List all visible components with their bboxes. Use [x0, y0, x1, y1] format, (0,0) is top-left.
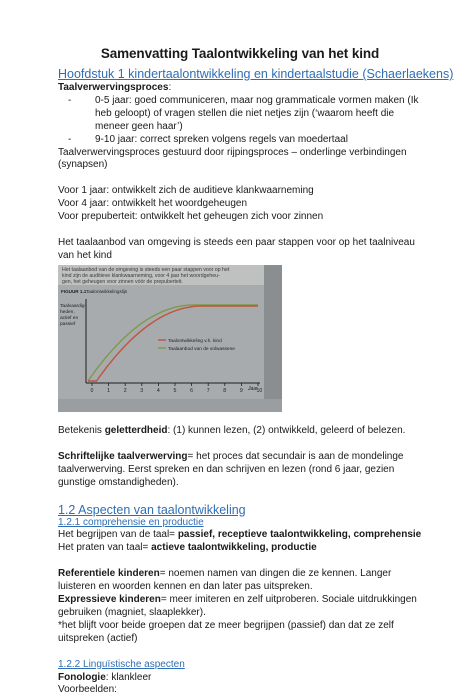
comprehension-line [58, 529, 422, 542]
x-tick-label: 8 [223, 387, 227, 394]
subsection-heading-1-2-2[interactable]: 1.2.2 Linguïstische aspecten [58, 658, 185, 670]
age-line: Voor prepuberteit: ontwikkelt het geheugen zich voor zinnen [58, 211, 324, 223]
x-tick-label: 0 [90, 387, 94, 394]
age-line: Voor 4 jaar: ontwikkelt het woordgeheugen [58, 198, 248, 210]
production-prefix: Het praten van taal= [58, 542, 152, 554]
note-paragraph: *het blijft voor beide groepen dat ze meer begrijpen (passief) dan dat ze zelf uitspreken (actief) [58, 619, 394, 644]
referentiele-term: Referentiele kinderen [58, 568, 160, 580]
overlay-text-line: kind zijn de auditieve klankwaarneming, voor 4 jaar het woordgeheu- [62, 272, 220, 279]
x-tick-label: 3 [140, 387, 144, 394]
referentiele-paragraph [58, 568, 422, 594]
geletterdheid-prefix: Betekenis [58, 424, 105, 436]
fonologie-text: : klankleer [105, 671, 152, 683]
legend-child-label: Taalontwikkeling v.h. kind [168, 338, 222, 344]
age-list [68, 95, 422, 147]
photo-edge [58, 399, 282, 412]
schriftelijk-line [58, 451, 422, 490]
section-label-term: Taalverwervingsproces [58, 82, 169, 93]
figure-caption-title: Taalontwikkelingslijn [86, 288, 128, 294]
list-item-text: 0-5 jaar: goed communiceren, maar nog grammaticale vormen maken (Ik heb geloopt) of vragen stellen die niet netjes zijn (‘waarom heeft die meneer geen haar’) [95, 94, 419, 132]
document-title: Samenvatting Taalontwikkeling van het kind [100, 46, 380, 61]
section-heading-1-2[interactable]: 1.2 Aspecten van taalontwikkeling [58, 502, 246, 517]
voorbeelden-line: Voorbeelden: [58, 684, 117, 696]
chapter-heading[interactable]: Hoofdstuk 1 kindertaalontwikkeling en kindertaalstudie (Schaerlaekens) [58, 67, 454, 81]
dash-bullet: - [68, 94, 72, 106]
geletterdheid-term: geletterdheid [104, 424, 168, 436]
y-label-line: actief en [60, 315, 79, 321]
expressieve-text: = meer imiteren en zelf uitproberen. Sociale uitdrukkingen gebruiken (magniet, slaaplekker). [58, 594, 417, 618]
taalaanbod-line: Het taalaanbod van omgeving is steeds een paar stappen voor op het taalniveau van het kind [58, 237, 415, 261]
x-tick-label: 9 [239, 387, 243, 394]
section-label [58, 82, 422, 95]
legend-adult-label: Taalaanbod van de volwassene [168, 346, 235, 352]
overlay-text-line: Het taalaanbod van de omgeving is steeds een paar stappen voor op het [62, 266, 230, 273]
age-line: Voor 1 jaar: ontwikkelt zich de auditieve klankwaarneming [58, 185, 314, 197]
list-item [68, 134, 422, 147]
x-axis-label: Jaar [248, 385, 258, 392]
fonologie-term: Fonologie [58, 671, 106, 683]
comprehension-prefix: Het begrijpen van de taal= [58, 529, 178, 541]
list-item-text: 9-10 jaar: correct spreken volgens regels van moedertaal [95, 133, 348, 145]
y-label-line: Taalvaardig- [60, 303, 87, 309]
subsection-heading-1-2-1[interactable]: 1.2.1 comprehensie en productie [58, 516, 204, 528]
geletterdheid-suffix: : (1) kunnen lezen, (2) ontwikkeld, geleerd of belezen. [167, 424, 406, 436]
x-tick-label: 7 [206, 387, 210, 394]
schriftelijk-term: Schriftelijke taalverwerving [58, 450, 188, 462]
referentiele-text: = noemen namen van dingen die ze kennen. Langer luisteren en woorden kennen en dan later pas uitspreken. [58, 568, 392, 593]
geletterdheid-line [58, 425, 422, 438]
comprehension-bold: passief, receptieve taalontwikkeling, comprehensie [177, 529, 422, 541]
schriftelijk-text: = het proces dat secundair is aan de mondelinge taalverwerving. Eerst spreken en dan schrijven en lezen (rond 6 jaar, gezien gunstige omstandigheden). [58, 450, 404, 488]
dash-bullet: - [68, 133, 72, 145]
overlay-text-line: gen, het geheugen voor zinnen vóór de prepuberteit. [62, 278, 183, 285]
process-line: Taalverwervingsproces gestuurd door rijpingsproces – onderlinge verbindingen (synapsen) [58, 146, 407, 171]
expressieve-term: Expressieve kinderen [58, 594, 161, 606]
x-tick-label: 6 [190, 387, 193, 394]
fonologie-line [58, 672, 422, 685]
x-tick-label: 10 [256, 387, 263, 394]
production-line [58, 542, 422, 555]
photo-edge [264, 265, 282, 412]
x-tick-label: 1 [107, 387, 110, 394]
list-item [68, 95, 422, 134]
production-bold: actieve taalontwikkeling, productie [151, 542, 317, 554]
expressieve-paragraph [58, 594, 422, 620]
figure-svg [58, 265, 282, 412]
figure-photo [58, 265, 282, 412]
x-tick-label: 2 [123, 387, 127, 394]
x-tick-label: 4 [156, 387, 160, 394]
section-label-suffix: : [168, 82, 172, 93]
figure-caption-label: FIGUUR 1.1 [61, 288, 87, 294]
x-tick-label: 5 [173, 387, 177, 394]
y-label-line: passief [60, 321, 76, 327]
y-label-line: heden, [60, 309, 75, 315]
